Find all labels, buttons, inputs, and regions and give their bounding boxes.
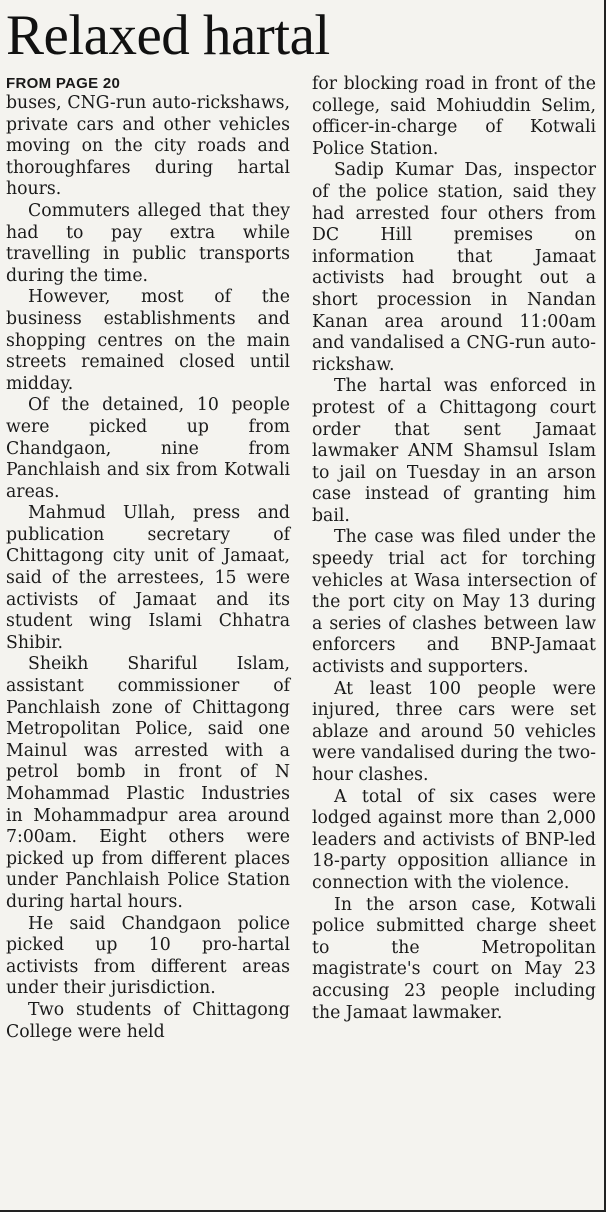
jump-label: FROM PAGE 20: [6, 75, 121, 92]
paragraph: Of the detained, 10 people were picked up from Chandgaon, nine from Panchlaish and six from Kotwali areas.: [6, 395, 290, 502]
paragraph: Sheikh Shariful Islam, assistant commissioner of Panchlaish zone of Chittagong Metropolitan Police, said one Mainul was arrested with a petrol bomb in front of N Mohammad Plastic Industries in Mohammadpur area around 7:00am. Eight others were picked up from different places under Panchlaish Police Station during hartal hours.: [6, 654, 290, 912]
paragraph: At least 100 people were injured, three cars were set ablaze and around 50 vehicles were vandalised during the two-hour clashes.: [312, 678, 596, 785]
paragraph: Mahmud Ullah, press and publication secretary of Chittagong city unit of Jamaat, said of the arrestees, 15 were activists of Jamaat and its student wing Islami Chhatra Shibir.: [6, 503, 290, 653]
paragraph: However, most of the business establishments and shopping centres on the main streets remained closed until midday.: [6, 287, 290, 394]
paragraph: Two students of Chittagong College were held: [6, 999, 290, 1042]
paragraph: for blocking road in front of the college, said Mohiuddin Selim, officer-in-charge of Kotwali Police Station.: [312, 74, 596, 159]
paragraph: He said Chandgaon police picked up 10 pro-hartal activists from different areas under their jurisdiction.: [6, 913, 290, 999]
left-column: [6, 74, 290, 1043]
headline: Relaxed hartal: [6, 4, 330, 67]
paragraph: A total of six cases were lodged against more than 2,000 leaders and activists of BNP-led 18-party opposition alliance in connection with the violence.: [312, 786, 596, 893]
right-column: [312, 74, 596, 1043]
paragraph: buses, CNG-run auto-rickshaws, private cars and other vehicles moving on the city roads and thoroughfares during hartal hours.: [6, 93, 290, 200]
paragraph: Commuters alleged that they had to pay extra while travelling in public transports during the time.: [6, 200, 290, 286]
paragraph: Sadip Kumar Das, inspector of the police station, said they had arrested four others from DC Hill premises on information that Jamaat activists had brought out a short procession in Nandan Kanan area around 11:00am and vandalised a CNG-run auto-rickshaw.: [312, 160, 596, 375]
paragraph: The hartal was enforced in protest of a Chittagong court order that sent Jamaat lawmaker ANM Shamsul Islam to jail on Tuesday in an arson case instead of granting him bail.: [312, 376, 596, 526]
paragraph: The case was filed under the speedy trial act for torching vehicles at Wasa intersection of the port city on May 13 during a series of clashes between law enforcers and BNP-Jamaat activists and supporters.: [312, 527, 596, 678]
paragraph: In the arson case, Kotwali police submitted charge sheet to the Metropolitan magistrate's court on May 23 accusing 23 people including the Jamaat lawmaker.: [312, 894, 596, 1023]
article-body: [6, 74, 598, 1043]
